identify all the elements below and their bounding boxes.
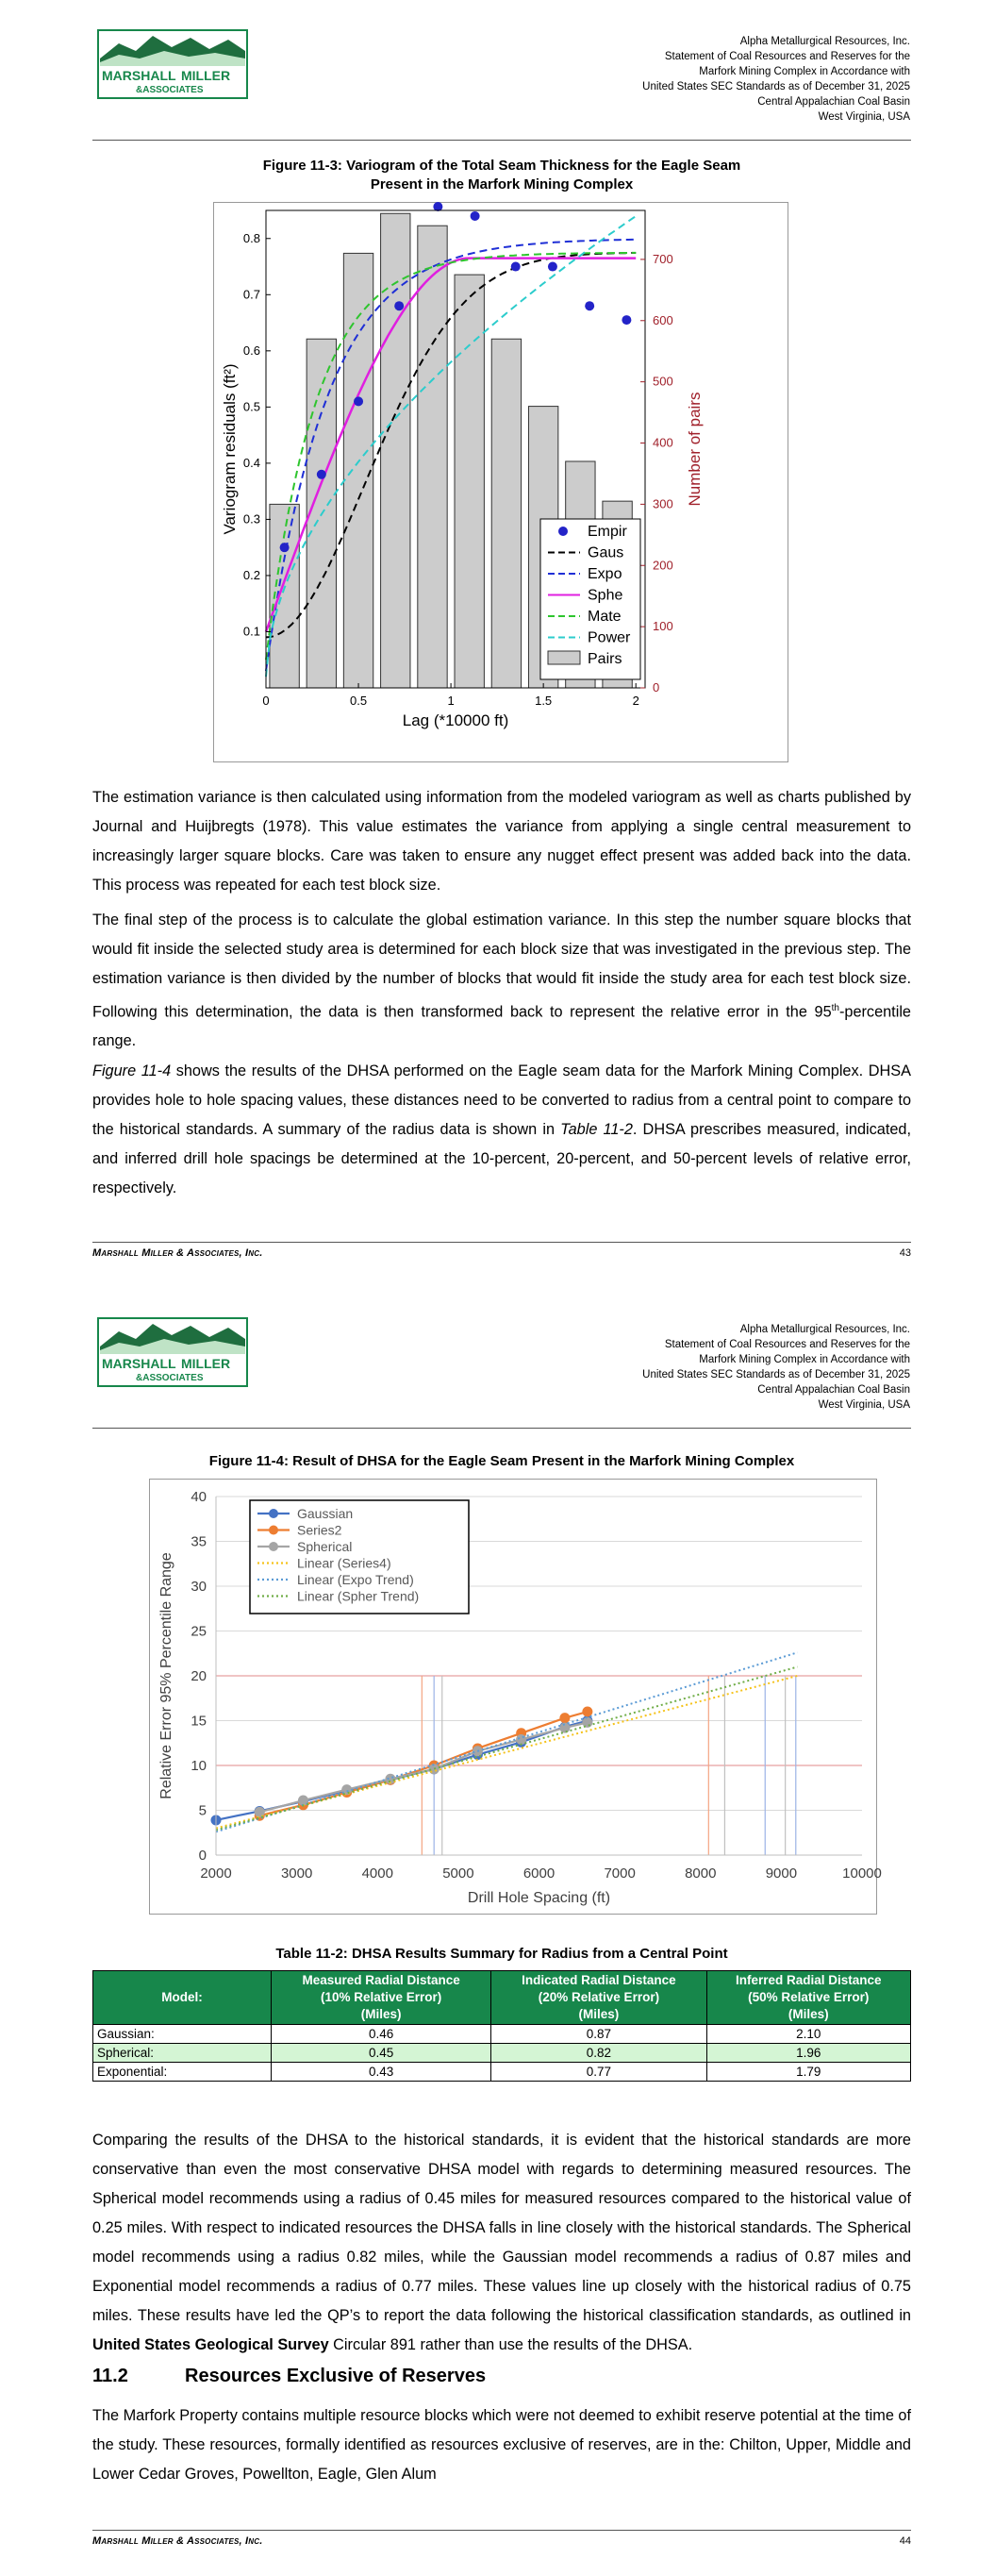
company-logo — [98, 1318, 247, 1386]
header-line: United States SEC Standards as of December 31, 2025 — [642, 1369, 910, 1380]
bold-reference: United States Geological Survey — [92, 2336, 329, 2353]
y-tick-label: 0.2 — [242, 567, 260, 582]
legend-swatch — [548, 651, 580, 664]
section-number: 11.2 — [92, 2366, 128, 2386]
legend-marker — [269, 1526, 278, 1535]
cell-inferred: 1.96 — [706, 2044, 910, 2063]
header-line: (Miles) — [788, 2007, 829, 2021]
legend-label: Series2 — [297, 1522, 342, 1538]
y2-tick-label: 700 — [653, 251, 673, 266]
legend-label: Empir — [588, 524, 627, 540]
figure-caption: Figure 11-4: Result of DHSA for the Eagle Seam Present in the Marfork Mining Complex — [208, 1453, 795, 1469]
header-line: (50% Relative Error) — [748, 1990, 870, 2004]
column-header-measured — [272, 1971, 491, 2025]
legend-label: Spherical — [297, 1539, 353, 1554]
header-line: (Miles) — [360, 2007, 402, 2021]
empirical-point — [548, 262, 557, 272]
section-heading — [92, 2366, 486, 2387]
y2-tick-label: 100 — [653, 619, 673, 634]
figure-caption-line: Figure 11-3: Variogram of the Total Seam Thickness for the Eagle Seam — [262, 158, 741, 174]
header-line: West Virginia, USA — [818, 1399, 910, 1411]
header-rule — [92, 1428, 911, 1429]
legend-label: Sphe — [588, 587, 623, 604]
x-tick-label: 0.5 — [350, 694, 368, 708]
y-tick-label: 15 — [191, 1713, 207, 1730]
x-tick-label: 1.5 — [535, 694, 553, 708]
cell-indicated: 0.87 — [491, 2025, 706, 2044]
header-line: Central Appalachian Coal Basin — [757, 1384, 910, 1396]
variogram-chart — [213, 202, 788, 762]
y-tick-label: 0.7 — [242, 287, 260, 302]
logo-text-3: &ASSOCIATES — [136, 85, 204, 95]
legend-label: Linear (Expo Trend) — [297, 1572, 414, 1587]
y2-tick-label: 600 — [653, 312, 673, 327]
x-tick-label: 6000 — [522, 1865, 556, 1882]
figure-caption-line: Present in the Marfork Mining Complex — [370, 176, 634, 192]
paragraph — [92, 2126, 911, 2360]
y2-axis-label: Number of pairs — [686, 392, 704, 507]
superscript: th — [831, 1003, 839, 1013]
empirical-point — [622, 315, 631, 325]
footer — [92, 1247, 911, 1259]
header-rule — [92, 140, 911, 141]
logo-text-3: &ASSOCIATES — [136, 1373, 204, 1383]
table-reference: Table 11-2 — [560, 1121, 633, 1138]
table-header-row — [93, 1971, 911, 2025]
cell-measured: 0.43 — [272, 2063, 491, 2082]
cell-model: Gaussian: — [93, 2025, 272, 2044]
cell-measured: 0.46 — [272, 2025, 491, 2044]
logo-text-2: MILLER — [181, 1356, 231, 1371]
table-row — [93, 2044, 911, 2063]
y-tick-label: 0.3 — [242, 511, 260, 527]
report-header — [642, 34, 910, 125]
paragraph-text: -percentile range. — [92, 1003, 911, 1050]
y-tick-label: 0.4 — [242, 455, 260, 470]
x-tick-label: 2000 — [200, 1865, 232, 1882]
section-title: Resources Exclusive of Reserves — [185, 2366, 487, 2386]
paragraph: The estimation variance is then calculated using information from the modeled variogram as well as charts published by Journal and Huijbregts (1978). This value estimates the variance from applying a single central measurement to increasingly larger square blocks. Care was taken to ensure any nugget effect present was added back into the data. This process was repeated for each test block size. — [92, 789, 911, 894]
legend-label: Linear (Series4) — [297, 1555, 391, 1571]
empirical-point — [394, 301, 404, 310]
legend-marker — [269, 1542, 278, 1551]
column-header-indicated — [491, 1971, 706, 2025]
company-logo — [98, 30, 247, 98]
cell-indicated: 0.82 — [491, 2044, 706, 2063]
figure-reference: Figure 11-4 — [92, 1062, 172, 1079]
paragraph-text: . DHSA prescribes measured, indicated, and inferred drill hole spacings be determined at the 10-percent, 20-percent, and 50-percent levels of relative error, respectively. — [92, 1121, 911, 1196]
y2-tick-label: 400 — [653, 435, 673, 450]
empirical-point — [511, 262, 521, 272]
legend-label: Expo — [588, 566, 622, 582]
y-tick-label: 0.8 — [242, 230, 260, 245]
logo-text-1: MARSHALL — [102, 68, 176, 83]
x-tick-label: 5000 — [442, 1865, 474, 1882]
x-tick-label: 8000 — [685, 1865, 717, 1882]
cell-measured: 0.45 — [272, 2044, 491, 2063]
table-row — [93, 2063, 911, 2082]
footer — [92, 2535, 911, 2547]
legend-label: Mate — [588, 609, 622, 625]
y-tick-label: 20 — [191, 1668, 207, 1684]
empirical-point — [317, 470, 326, 479]
y-axis-label: Variogram residuals (ft²) — [221, 363, 239, 535]
x-axis-label: Lag (*10000 ft) — [402, 711, 509, 729]
x-tick-label: 1 — [447, 694, 455, 708]
x-tick-label: 3000 — [280, 1865, 313, 1882]
y-tick-label: 35 — [191, 1533, 207, 1550]
header-line: United States SEC Standards as of December 31, 2025 — [642, 81, 910, 92]
header-line: (Miles) — [578, 2007, 620, 2021]
legend-marker — [558, 527, 568, 536]
paragraph-text: shows the results of the DHSA performed on the Eagle seam data for the Marfork Mining Complex. DHSA provides hole to hole spacing values, these distances need to be converted to radius from a central point to compare to the historical standards. A summary of the radius data is shown in — [92, 1062, 911, 1138]
page-number: 43 — [899, 1247, 911, 1259]
legend-label: Gaus — [588, 544, 624, 561]
logo-text-2: MILLER — [181, 68, 231, 83]
footer-company: Marshall Miller & Associates, Inc. — [92, 2535, 263, 2547]
y-axis-label: Relative Error 95% Percentile Range — [158, 1552, 174, 1799]
pairs-bar — [455, 275, 484, 688]
footer-company: Marshall Miller & Associates, Inc. — [92, 1247, 263, 1259]
series-point — [559, 1713, 570, 1723]
paragraph-text: Comparing the results of the DHSA to the historical standards, it is evident that the historical standards are more conservative than even the most conservative DHSA model with regards to determining measured resources. The Spherical model recommends using a radius of 0.45 miles for measured resources compared to the historical value of 0.25 miles. With respect to indicated resources the DHSA falls in line closely with the historical standards. The Spherical model recommends using a radius 0.82 miles, while the Gaussian model recommends a radius of 0.87 miles and Exponential model recommends a radius of 0.77 miles. These values line up closely with the historical radius of 0.75 miles. These results have led the QP’s to report the data following the historical classification standards, as outlined in — [92, 2132, 911, 2324]
pairs-bar — [381, 213, 410, 688]
header-line: Inferred Radial Distance — [736, 1973, 882, 1987]
y-tick-label: 30 — [191, 1579, 207, 1595]
y2-tick-label: 200 — [653, 558, 673, 573]
figure-caption — [92, 157, 911, 194]
x-tick-label: 4000 — [361, 1865, 393, 1882]
series-point — [559, 1723, 570, 1733]
table-row — [93, 2025, 911, 2044]
paragraph — [92, 906, 911, 1056]
x-tick-label: 2 — [632, 694, 639, 708]
dhsa-chart — [149, 1479, 882, 1915]
y-tick-label: 10 — [191, 1758, 207, 1774]
cell-inferred: 2.10 — [706, 2025, 910, 2044]
header-line: Central Appalachian Coal Basin — [757, 96, 910, 108]
cell-model: Spherical: — [93, 2044, 272, 2063]
legend-label: Linear (Spher Trend) — [297, 1588, 420, 1604]
y-tick-label: 25 — [191, 1623, 207, 1640]
page-number: 44 — [899, 2535, 911, 2547]
header-line: Alpha Metallurgical Resources, Inc. — [739, 1324, 910, 1335]
paragraph-text: The final step of the process is to calculate the global estimation variance. In this step the number square blocks that would fit inside the selected study area is determined for each block size that was investigated in the previous step. The estimation variance is then divided by the number of blocks that would fit inside the study area for each test block size. Following this determination, the data is then transformed back to represent the relative error in the 95 — [92, 912, 911, 1021]
footer-rule — [92, 1242, 911, 1243]
header-line: (20% Relative Error) — [538, 1990, 660, 2004]
empirical-point — [280, 543, 290, 552]
header-line: Indicated Radial Distance — [522, 1973, 676, 1987]
empirical-point — [585, 301, 594, 310]
header-line: West Virginia, USA — [818, 111, 910, 123]
empirical-point — [354, 396, 363, 406]
pairs-bar — [418, 226, 447, 688]
legend-label: Gaussian — [297, 1506, 354, 1521]
legend-marker — [269, 1509, 278, 1518]
footer-rule — [92, 2530, 911, 2531]
legend-label: Power — [588, 629, 631, 646]
x-tick-label: 0 — [262, 694, 270, 708]
pairs-bar — [491, 339, 521, 688]
y2-tick-label: 300 — [653, 496, 673, 511]
header-line: (10% Relative Error) — [320, 1990, 442, 2004]
y-tick-label: 0.6 — [242, 343, 260, 358]
header-line: Marfork Mining Complex in Accordance with — [699, 66, 910, 77]
empirical-point — [471, 211, 480, 221]
y2-tick-label: 500 — [653, 374, 673, 389]
header-line: Measured Radial Distance — [302, 1973, 460, 1987]
column-header-inferred — [706, 1971, 910, 2025]
x-tick-label: 9000 — [765, 1865, 798, 1882]
y-tick-label: 0.5 — [242, 399, 260, 414]
logo-text-1: MARSHALL — [102, 1356, 176, 1371]
header-line: Marfork Mining Complex in Accordance with — [699, 1354, 910, 1365]
x-axis-label: Drill Hole Spacing (ft) — [467, 1890, 611, 1906]
header-line: Statement of Coal Resources and Reserves for the — [664, 51, 910, 62]
paragraph-text: Circular 891 rather than use the results of the DHSA. — [328, 2336, 693, 2353]
page-44 — [0, 1288, 995, 2576]
table-caption: Table 11-2: DHSA Results Summary for Radius from a Central Point — [275, 1946, 728, 1962]
y2-tick-label: 0 — [653, 680, 660, 694]
y-tick-label: 0 — [198, 1848, 207, 1864]
paragraph: The Marfork Property contains multiple resource blocks which were not deemed to exhibit reserve potential at the time of the study. These resources, formally identified as resources exclusive of reserves, are in the: Chilton, Upper, Middle and Lower Cedar Groves, Powellton, Eagle, Glen Alum — [92, 2407, 911, 2483]
cell-model: Exponential: — [93, 2063, 272, 2082]
dhsa-results-table — [92, 1970, 911, 2082]
paragraph — [92, 1057, 911, 1203]
column-header-model: Model: — [93, 1971, 272, 2025]
x-tick-label: 7000 — [604, 1865, 636, 1882]
x-tick-label: 10000 — [842, 1865, 882, 1882]
cell-indicated: 0.77 — [491, 2063, 706, 2082]
report-header — [642, 1322, 910, 1413]
legend-label: Pairs — [588, 651, 622, 667]
y-tick-label: 0.1 — [242, 624, 260, 639]
y-tick-label: 5 — [198, 1802, 207, 1819]
header-line: Alpha Metallurgical Resources, Inc. — [739, 36, 910, 47]
y-tick-label: 40 — [191, 1489, 207, 1505]
header-line: Statement of Coal Resources and Reserves for the — [664, 1339, 910, 1350]
cell-inferred: 1.79 — [706, 2063, 910, 2082]
